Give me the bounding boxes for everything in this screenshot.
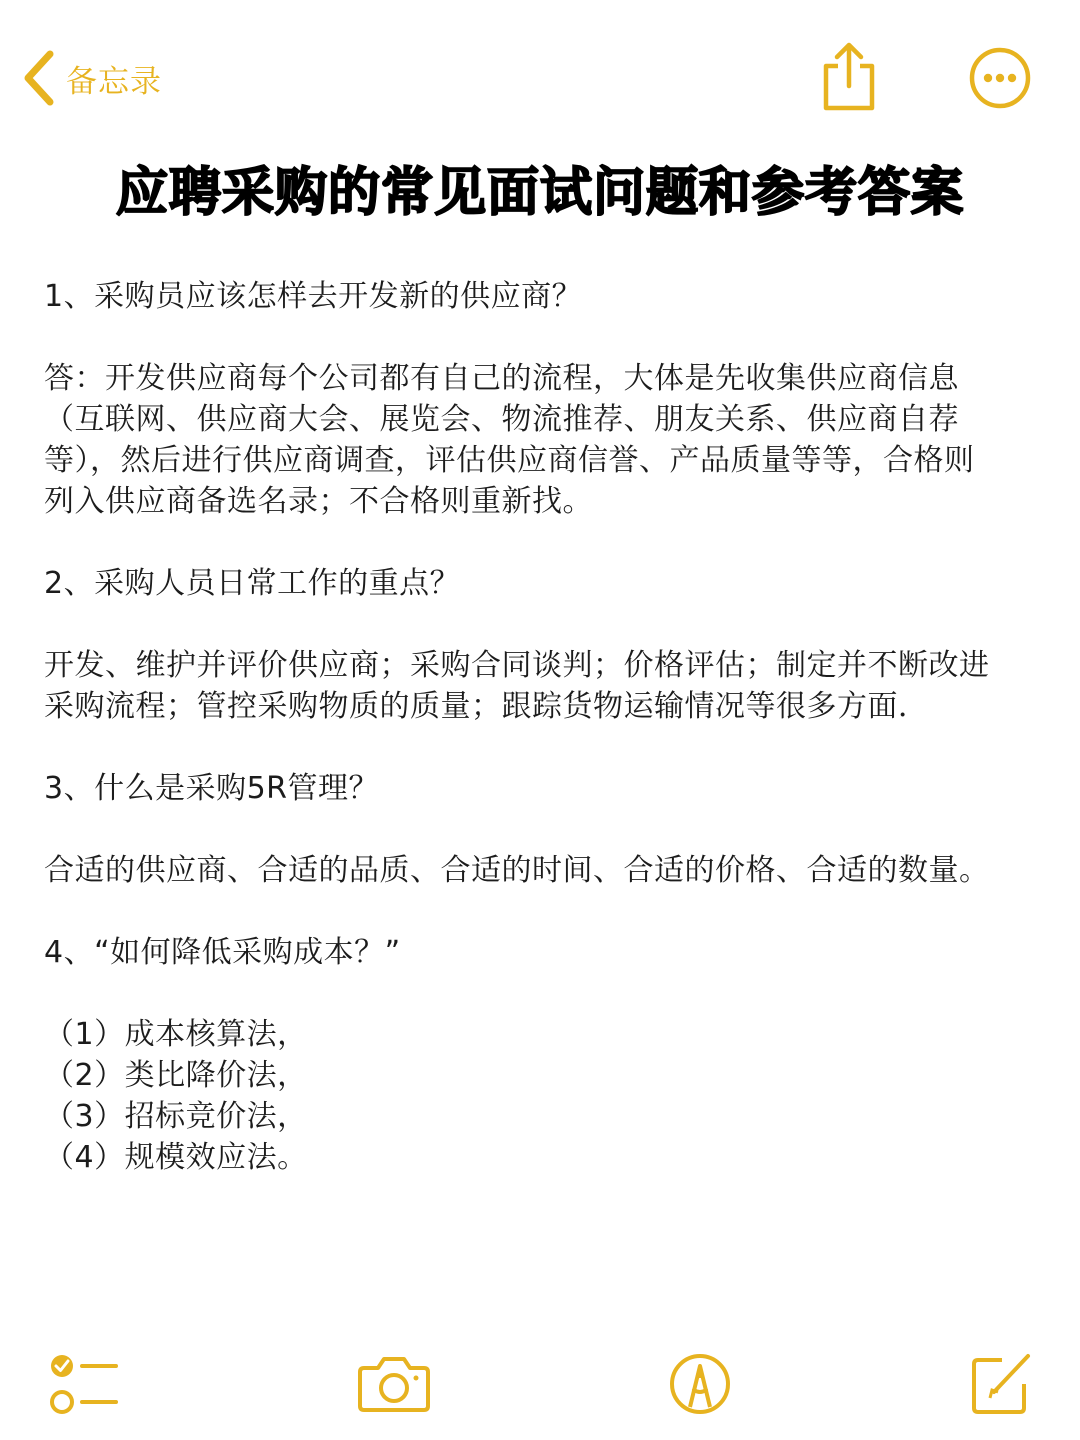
blank-line [44, 604, 1004, 645]
markup-pen-icon[interactable] [668, 1352, 732, 1416]
note-paragraph: 2、采购人员日常工作的重点？ [44, 566, 461, 601]
navigation-bar [0, 0, 1080, 150]
blank-line [44, 891, 1004, 932]
note-paragraph: （3）招标竞价法， [44, 1099, 308, 1134]
blank-line [44, 317, 1004, 358]
note-paragraph: 合适的供应商、合适的品质、合适的时间、合适的价格、合适的数量。 [44, 853, 990, 888]
back-button[interactable] [22, 50, 162, 106]
back-label: 备忘录 [66, 63, 162, 100]
note-paragraph: 答：开发供应商每个公司都有自己的流程，大体是先收集供应商信息（互联网、供应商大会、展览会、物流推荐、朋友关系、供应商自荐等），然后进行供应商调查，评估供应商信誉、产品质量等等，合格则列入供应商备选名录；不合格则重新找。 [44, 361, 975, 519]
note-paragraph: 4、“如何降低采购成本？” [44, 935, 401, 970]
camera-icon[interactable] [356, 1354, 432, 1414]
compose-icon[interactable] [970, 1350, 1034, 1416]
note-paragraph: 1、采购员应该怎样去开发新的供应商？ [44, 279, 583, 314]
note-paragraph: （4）规模效应法。 [44, 1140, 308, 1175]
share-icon[interactable] [818, 40, 880, 112]
blank-line [44, 809, 1004, 850]
note-paragraph: （1）成本核算法， [44, 1017, 308, 1052]
note-paragraph: 开发、维护并评价供应商；采购合同谈判；价格评估；制定并不断改进采购流程；管控采购物质的质量；跟踪货物运输情况等很多方面． [44, 648, 990, 724]
checklist-icon[interactable] [48, 1352, 120, 1418]
note-body[interactable] [44, 276, 1004, 1178]
note-title: 应聘采购的常见面试问题和参考答案 [115, 163, 964, 223]
chevron-left-icon [22, 50, 58, 106]
blank-line [44, 973, 1004, 1014]
blank-line [44, 727, 1004, 768]
bottom-toolbar [0, 1340, 1080, 1440]
note-paragraph: （2）类比降价法， [44, 1058, 308, 1093]
note-paragraph: 3、什么是采购5R管理？ [44, 771, 380, 806]
more-icon[interactable] [968, 46, 1032, 110]
blank-line [44, 522, 1004, 563]
